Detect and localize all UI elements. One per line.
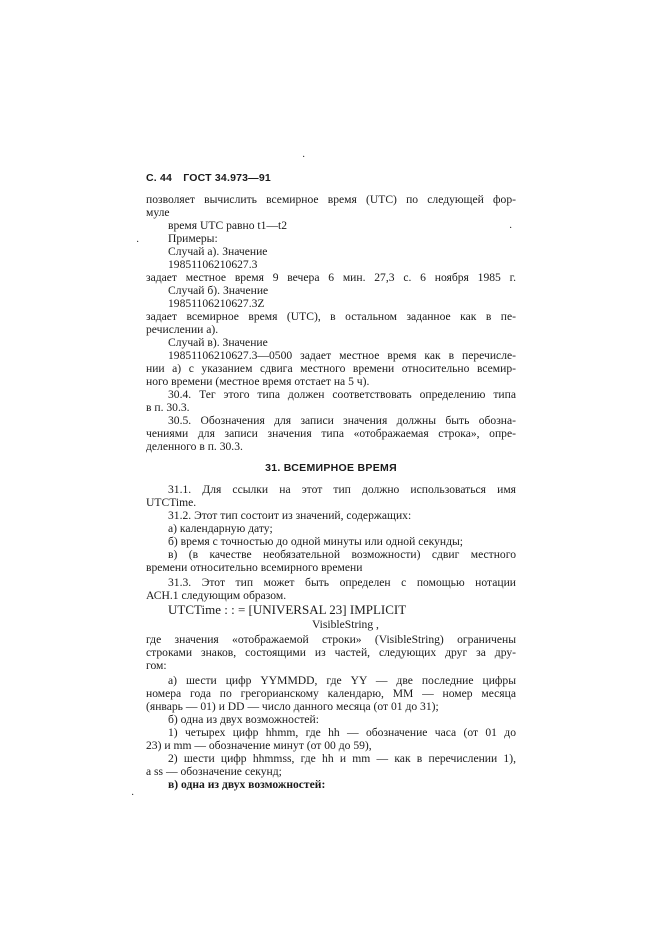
scan-speck: · — [302, 152, 306, 163]
text-line: UTCTime. — [146, 496, 197, 509]
text-line: Случай в). Значение — [168, 336, 268, 349]
formula-line: время UTC равно t1—t2 — [168, 219, 288, 232]
text-line: 23) и mm — обозначение минут (от 00 до 59), — [146, 739, 372, 752]
text-line: речислении а). — [146, 323, 219, 336]
text-line: 19851106210627.3 — [168, 258, 258, 271]
scan-speck: · — [136, 237, 140, 248]
text-line: нии а) с указанием сдвига местного времени относительно всемир- — [146, 362, 516, 375]
text-line: Случай а). Значение — [168, 245, 268, 258]
text-line: а ss — обозначение секунд; — [146, 765, 282, 778]
text-line: в) одна из двух возможностей: — [168, 778, 326, 791]
text-line: в) (в качестве необязательной возможности) сдвиг местного — [168, 548, 516, 561]
text-line: а) календарную дату; — [168, 522, 273, 535]
scan-speck: · — [509, 223, 513, 234]
text-line: 30.5. Обозначения для записи значения должны быть обозна- — [168, 414, 516, 427]
text-line: 30.4. Тег этого типа должен соответствовать определению типа — [168, 388, 516, 401]
text-line: в п. 30.3. — [146, 401, 190, 414]
text-line: деленного в п. 30.3. — [146, 440, 243, 453]
standard-number: ГОСТ 34.973—91 — [183, 172, 271, 184]
asn1-definition-cont: VisibleString , — [312, 618, 379, 631]
text-line: б) одна из двух возможностей: — [168, 713, 319, 726]
text-line: АСН.1 следующим образом. — [146, 589, 287, 602]
text-line: 31.2. Этот тип состоит из значений, содержащих: — [168, 509, 412, 522]
text-line: задает местное время 9 вечера 6 мин. 27,3 с. 6 ноября 1985 г. — [146, 271, 516, 284]
text-line: позволяет вычислить всемирное время (UTC) по следующей фор- — [146, 193, 516, 206]
text-line: муле — [146, 206, 170, 219]
page-number: С. 44 — [146, 172, 173, 184]
text-line: времени относительно всемирного времени — [146, 561, 363, 574]
text-line: номера года по грегорианскому календарю, MM — номер месяца — [146, 687, 516, 700]
text-line: б) время с точностью до одной минуты или одной секунды; — [168, 535, 464, 548]
text-line: (январь — 01) и DD — число данного месяца (от 01 до 31); — [146, 700, 439, 713]
text-line: гом: — [146, 659, 167, 672]
text-line: 31.3. Этот тип может быть определен с помощью нотации — [168, 576, 516, 589]
section-heading: 31. ВСЕМИРНОЕ ВРЕМЯ — [265, 462, 397, 474]
text-line: 2) шести цифр hhmmss, где hh и mm — как в перечислении 1), — [168, 752, 516, 765]
asn1-definition: UTCTime : : = [UNIVERSAL 23] IMPLICIT — [168, 602, 407, 617]
text-line: задает всемирное время (UTC), в остальном заданное как в пе- — [146, 310, 516, 323]
text-line: 19851106210627.3—0500 задает местное время как в перечисле- — [168, 349, 516, 362]
text-line: 1) четырех цифр hhmm, где hh — обозначение часа (от 01 до — [168, 726, 516, 739]
scan-speck: · — [131, 790, 135, 801]
text-line: 19851106210627.3Z — [168, 297, 265, 310]
text-line: Примеры: — [168, 232, 218, 245]
text-line: строками знаков, состоящими из частей, следующих друг за дру- — [146, 646, 516, 659]
text-line: где значения «отображаемой строки» (VisibleString) ограничены — [146, 633, 516, 646]
text-line: чениями для записи значения типа «отображаемая строка», опре- — [146, 427, 516, 440]
page-header — [146, 172, 279, 184]
text-line: 31.1. Для ссылки на этот тип должно использоваться имя — [168, 483, 516, 496]
text-line: Случай б). Значение — [168, 284, 269, 297]
text-line: ного времени (местное время отстает на 5 ч). — [146, 375, 370, 388]
text-line: а) шести цифр YYMMDD, где YY — две последние цифры — [168, 674, 516, 687]
